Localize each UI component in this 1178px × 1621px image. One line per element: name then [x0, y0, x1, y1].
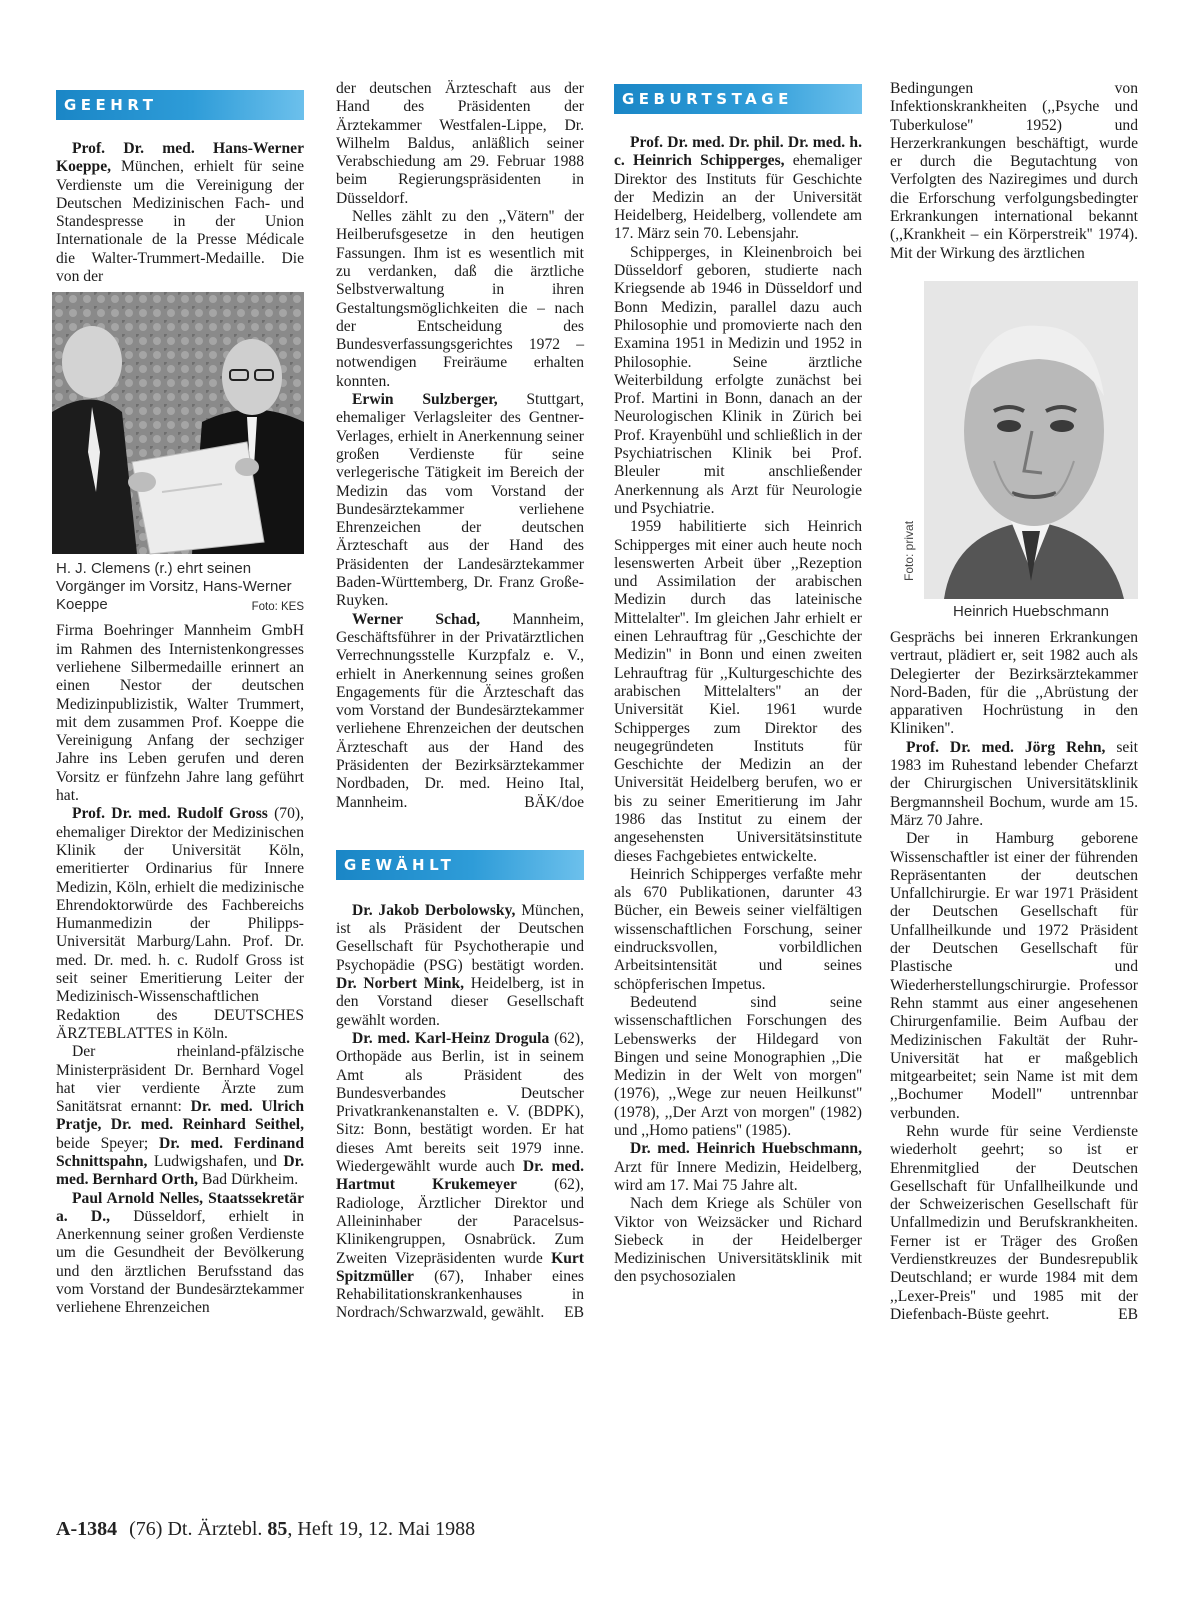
person-name: Dr. med. Hartmut Krukemeyer	[336, 1158, 584, 1194]
author-tag: EB	[564, 1304, 584, 1322]
page-footer	[56, 1518, 475, 1541]
paragraph: Der in Hamburg geborene Wissenschaftler ist einer der führenden Repräsentanten der deutschen Unfallchirurgie. Er war 1971 Präsident der Deutschen Gesellschaft für Unfallheilkunde und 1972 Präsident der Deutschen Gesellschaft für Plastische und Wiederherstellungschirurgie. Professor Rehn stammt aus einer angesehenen Chirurgenfamilie. Beim Aufbau der Medizinischen Fakultät der Ruhr-Universität hat er maßgeblich mitgearbeitet; sein Name ist mit dem ,,Bochumer Modell'' untrennbar verbunden.	[890, 830, 1138, 1122]
paragraph: Erwin Sulzberger, Stuttgart, ehemaliger Verlagsleiter des Gentner-Verlages, erhielt in Anerkennung seiner großen Verdienste für seine verlegerische Tätigkeit im Bereich der Medizin das vom Vorstand der Bundesärztekammer verliehene Ehrenzeichen der deutschen Ärzteschaft aus der Hand des Präsidenten der Landesärztekammer Baden-Württemberg, Dr. Franz Große-Ruyken.	[336, 391, 584, 610]
paragraph: Dr. med. Heinrich Huebschmann, Arzt für Innere Medizin, Heidelberg, wird am 17. Mai 75 Jahre alt.	[614, 1140, 862, 1194]
paragraph: Paul Arnold Nelles, Staatssekretär a. D., Düsseldorf, erhielt in Anerkennung seiner großen Verdienste um die Gesundheit der Bevölkerung und den ärztlichen Berufsstand das vom Vorstand der Bundesärztekammer verliehene Ehrenzeichen	[56, 1189, 305, 1317]
author-tag: BÄK/doe	[524, 793, 584, 811]
paragraph: Nach dem Kriege als Schüler von Viktor von Weizsäcker und Richard Siebeck in der Heidelberger Medizinischen Universitätsklinik mit den psychosozialen	[614, 1195, 862, 1286]
paragraph: Prof. Dr. med. Dr. phil. Dr. med. h. c. Heinrich Schipperges, ehemaliger Direktor des Instituts für Geschichte der Medizin an der Universität Heidelberg, Heidelberg, vollendete am 17. März sein 70. Lebensjahr.	[614, 134, 862, 243]
person-name: Kurt Spitzmüller	[336, 1249, 584, 1285]
paragraph: Nelles zählt zu den ,,Vätern'' der Heilberufsgesetze in den heutigen Fassungen. Ihm ist es wesentlich mit zu verdanken, daß die ärztliche Selbstverwaltung in ihren Gestaltungsmöglichkeiten die – nach der Entscheidung des Bundesverfassungsgerichtes 1972 – notwendigen Freiräume erhalten konnten.	[336, 208, 584, 390]
page-number: (76)	[129, 1518, 163, 1540]
photo-huebschmann	[902, 281, 1138, 599]
person-name: Dr. med. Bernhard Orth,	[56, 1152, 304, 1189]
column-4	[890, 80, 1138, 1324]
journal-name: Dt. Ärztebl.	[167, 1518, 263, 1540]
section-title: GEBURTSTAGE	[622, 90, 793, 108]
section-header-gewaehlt	[336, 850, 584, 880]
person-name: Dr. med. Heinrich Huebschmann,	[630, 1140, 862, 1158]
paragraph: Firma Boehringer Mannheim GmbH im Rahmen des Internistenkongresses verliehene Silbermedaille erinnert an einen Nestor der deutschen Medizinpublizistik, Walter Trummert, mit dem zusammen Prof. Koeppe die Vereinigung Anfang der sechziger Jahre ins Leben gerufen und deren Vorsitz er fünfzehn Jahre lang geführt hat.	[56, 622, 304, 805]
person-name: Paul Arnold Nelles, Staatssekretär a. D.,	[56, 1189, 304, 1225]
person-name: Dr. med. Ferdinand Schnittspahn,	[56, 1134, 304, 1170]
paragraph: 1959 habilitierte sich Heinrich Schipperges mit einer auch heute noch lesenswerten Arbeit über ,,Rezeption und Assimilation der arabischen Medizin durch das lateinische Mittelalter''. Im gleichen Jahr erhielt er einen Lehrauftrag für ,,Geschichte der Medizin'' in Bonn und einen zweiten Lehrauftrag für ,,Kulturgeschichte des arabischen Mittelalters'' an der Universität Kiel. 1961 wurde Schipperges zum Direktor des neugegründeten Instituts für Geschichte der Medizin an der Universität Heidelberg berufen, wo er bis zu seiner Emeritierung im Jahr 1986 das Institut zu einem der angesehensten Universitätsinstitute dieses Fachgebietes entwickelte.	[614, 518, 862, 865]
column-2	[336, 80, 584, 1323]
paragraph: Rehn wurde für seine Verdienste wiederholt geehrt; so ist er Ehrenmitglied der Deutschen Gesellschaft für Unfallheilkunde und der Schweizerischen Gesellschaft für Unfallmedizin und Berufskrankheiten. Ferner ist er Träger des Großen Verdienstkreuzes der Bundesrepublik Deutschland; er wurde 1984 mit dem ,,Lexer-Preis'' und 1985 mit der Diefenbach-Büste geehrt. EB	[890, 1122, 1138, 1323]
portrait-image	[924, 281, 1138, 599]
section-header-geburtstage	[614, 84, 862, 114]
issue-date: , Heft 19, 12. Mai 1988	[287, 1518, 476, 1540]
column-1	[56, 80, 304, 1318]
person-name: Dr. med. Karl-Heinz Drogula	[352, 1029, 550, 1047]
photo-credit: Foto: KES	[251, 601, 304, 614]
photo-caption: Heinrich Huebschmann	[953, 602, 1109, 620]
paragraph: Der rheinland-pfälzische Ministerpräsident Dr. Bernhard Vogel hat vier verdiente Ärzte zum Sanitätsrat ernannt: Dr. med. Ulrich Pratje, Dr. med. Reinhard Seithel, beide Speyer; Dr. med. Ferdinand Schnittspahn, Ludwigshafen, und Dr. med. Bernhard Orth, Bad Dürkheim.	[56, 1043, 304, 1189]
person-name: Dr. Norbert Mink,	[336, 975, 465, 993]
person-name: Dr. Jakob Derbolowsky,	[352, 901, 516, 919]
paragraph: Prof. Dr. med. Hans-Werner Koeppe, München, erhielt für seine Verdienste um die Vereinigung der Deutschen Medizinischen Fach- und Standespresse in der Union Internationale de la Presse Médicale die Walter-Trummert-Medaille. Die von der	[56, 140, 304, 286]
person-name: Dr. med. Ulrich Pratje, Dr. med. Reinhard Seithel,	[56, 1098, 304, 1134]
paragraph: Dr. med. Karl-Heinz Drogula (62), Orthopäde aus Berlin, ist in seinem Amt als Präsident des Bundesverbandes Deutscher Privatkrankenanstalten e. V. (BDPK), Sitz: Bonn, bestätigt worden. Er hat dieses Amt bereits seit 1979 inne. Wiedergewählt wurde auch Dr. med. Hartmut Krukemeyer (62), Radiologe, Ärztlicher Direktor und Alleininhaber der Paracelsus-Klinikengruppen, Osnabrück. Zum Zweiten Vizepräsidenten wurde Kurt Spitzmüller (67), Inhaber eines Rehabilitationskrankenhauses in Nordrach/Schwarzwald, gewählt. EB	[336, 1029, 584, 1322]
photo-clemens-koeppe	[52, 292, 300, 554]
person-name: Prof. Dr. med. Dr. phil. Dr. med. h. c. Heinrich Schipperges,	[614, 134, 862, 170]
person-name: Werner Schad,	[352, 610, 480, 628]
paragraph: Schipperges, in Kleinenbroich bei Düsseldorf geboren, studierte nach Kriegsende ab 1946 in Düsseldorf und Bonn Medizin, parallel dazu auch Philosophie und promovierte nach den Examina 1951 in Medizin und 1952 in Philosophie. Seine ärztliche Weiterbildung erfolgte zunächst bei Prof. Martini in Bonn, danach an der Neurologischen Klinik in Zürich bei Prof. Krayenbühl und schließlich in der Psychiatrischen Klinik bei Prof. Bleuler mit anschließender Anerkennung als Arzt für Neurologie und Psychiatrie.	[614, 243, 862, 517]
volume: 85	[267, 1518, 288, 1540]
paragraph: Dr. Jakob Derbolowsky, München, ist als Präsident der Deutschen Gesellschaft für Psychotherapie und Psychopädie (PSG) bestätigt worden. Dr. Norbert Mink, Heidelberg, ist in den Vorstand dieser Gesellschaft gewählt worden.	[336, 901, 584, 1029]
section-title: GEWÄHLT	[344, 855, 456, 874]
column-3	[614, 80, 862, 1287]
paragraph: Bedeutend sind seine wissenschaftlichen Forschungen des Lebenswerks der Hildegard von Bingen und seine Monographien ,,Die Medizin in der Welt von morgen'' (1976), ,,Wege zur neuen Heilkunst'' (1978), ,,Der Arzt von morgen'' (1982) und ,,Homo patiens'' (1985).	[614, 993, 862, 1140]
person-name: Prof. Dr. med. Jörg Rehn,	[906, 738, 1106, 756]
person-name: Prof. Dr. med. Rudolf Gross	[72, 805, 268, 823]
section-header-geehrt	[56, 90, 304, 120]
person-name: Erwin Sulzberger,	[352, 391, 498, 409]
paragraph: Prof. Dr. med. Jörg Rehn, seit 1983 im Ruhestand lebender Chefarzt der Chirurgischen Universitätsklinik Bergmannsheil Bochum, wurde am 15. März 70 Jahre.	[890, 738, 1138, 829]
author-tag: EB	[1118, 1305, 1138, 1323]
section-title: GEEHRT	[64, 96, 158, 114]
paragraph: Prof. Dr. med. Rudolf Gross (70), ehemaliger Direktor der Medizinischen Klinik der Universität Köln, emeritierter Ordinarius für Innere Medizin, Köln, erhielt die medizinische Ehrendoktorwürde des Fachbereichs Humanmedizin der Philipps-Universität Marburg/Lahn. Prof. Dr. med. Dr. med. h. c. Rudolf Gross ist seit seiner Emeritierung Leiter der Medizinisch-Wissenschaftlichen Redaktion des DEUTSCHES ÄRZTEBLATTES in Köln.	[56, 805, 304, 1042]
paragraph: Gesprächs bei inneren Erkrankungen vertraut, plädiert er, seit 1982 auch als Delegierter der Bezirksärztekammer Nord-Baden, für die ,,Abrüstung der apparativen Hochrüstung in den Kliniken''.	[890, 628, 1138, 738]
paragraph: Werner Schad, Mannheim, Geschäftsführer in der Privatärztlichen Verrechnungsstelle Kurzpfalz e. V., erhielt in Anerkennung seines großen Engagements für die Ärzteschaft das vom Vorstand der Bundesärztekammer verliehene Ehrenzeichen der deutschen Ärzteschaft aus der Hand des Präsidenten der Bezirksärztekammer Nordbaden, Dr. med. Heino Ital, Mannheim. BÄK/doe	[336, 610, 585, 811]
paragraph: Bedingungen von Infektionskrankheiten (,,Psyche und Tuberkulose'' 1952) und Herzerkrankungen beschäftigt, wurde er durch die Begutachtung von Verfolgten des Naziregimes und durch die Erforschung verfolgungsbedingter Erkrankungen international bekannt (,,Krankheit – ein Körperstreik'' 1974). Mit der Wirkung des ärztlichen	[890, 80, 1138, 262]
photo-image	[52, 292, 304, 554]
photo-credit: Foto: privat	[902, 520, 916, 581]
paragraph: Heinrich Schipperges verfaßte mehr als 670 Publikationen, darunter 43 Bücher, ein Beweis seiner vielfältigen wissenschaftlichen Forschung, seiner eindrucksvollen, vorbildlichen Arbeitsintensität und seines schöpferischen Impetus.	[614, 865, 862, 993]
paragraph: der deutschen Ärzteschaft aus der Hand des Präsidenten der Ärztekammer Westfalen-Lippe, Dr. Wilhelm Baldus, anläßlich seiner Verabschiedung am 29. Februar 1988 beim Regierungspräsidenten in Düsseldorf.	[336, 80, 584, 207]
photo-caption: H. J. Clemens (r.) ehrt seinen Vorgänger im Vorsitz, Hans-Werner Koeppe Foto: KES	[56, 560, 304, 614]
page-id: A-1384	[56, 1518, 118, 1540]
person-name: Prof. Dr. med. Hans-Werner Koeppe,	[56, 140, 304, 176]
